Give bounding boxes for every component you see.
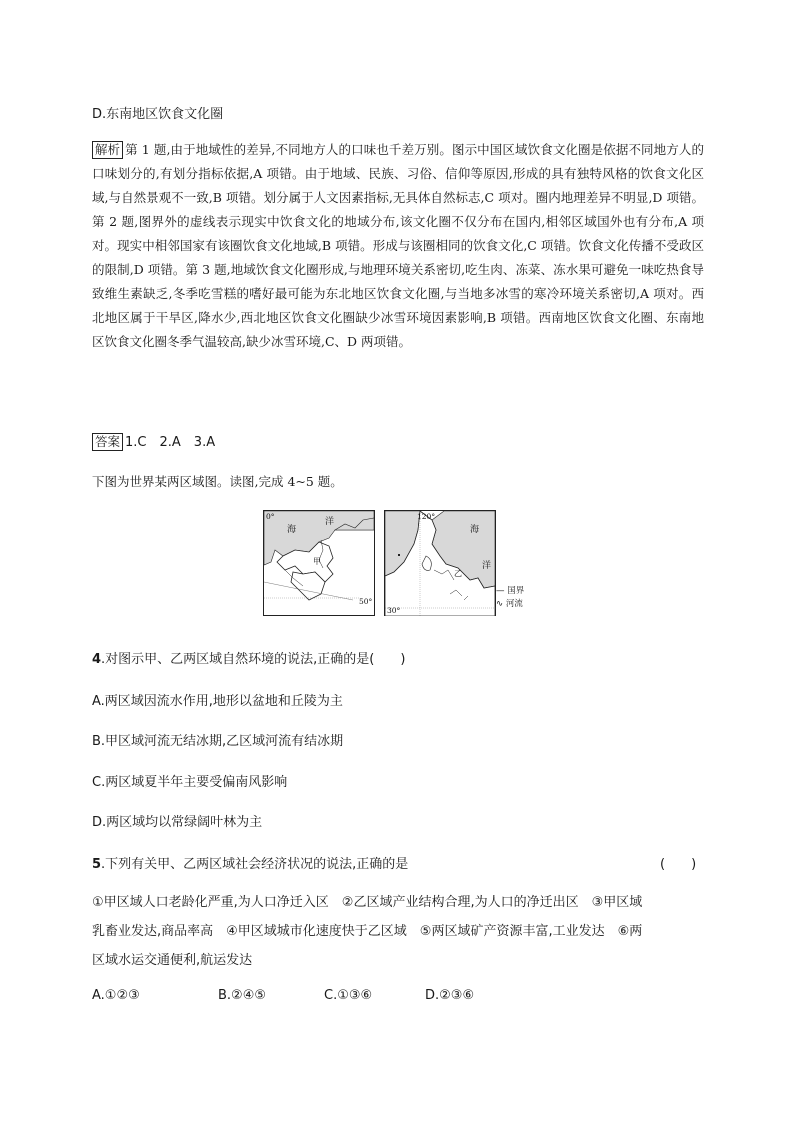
analysis-text: 第 1 题,由于地域性的差异,不同地方人的口味也千差万别。图示中国区域饮食文化圈是依据不同地方人的口味划分的,有划分指标依据,A 项错。由于地域、民族、习俗、信仰等原因,形成的具有独特风格的饮食文化区域,与自然景观不一致,B 项错。划分属于人文因素指标,无具体自然标志,C 项对。圈内地理差异不明显,D 项错。第 2 题,图界外的虚线表示现实中饮食文化的地域分布,该文化圈不仅分布在国内,相邻区域国外也有分布,A 项对。现实中相邻国家有该圈饮食文化地域,B 项错。形成与该圈相同的饮食文化,C 项错。饮食文化传播不受政区的限制,D 项错。第 3 题,地域饮食文化圈形成,与地理环境关系密切,吃生肉、冻菜、冻水果可避免一味吃热食导致维生素缺乏,冬季吃雪糕的嗜好最可能为东北地区饮食文化圈,与当地多冰雪的寒冷环境关系密切,A 项对。西北地区属于干旱区,降水少,西北地区饮食文化圈缺少冰雪环境因素影响,B 项错。西南地区饮食文化圈、东南地区饮食文化圈冬季气温较高,缺少冰雪环境,C、D 两项错。 xyxy=(92,142,704,349)
q4-option-c[interactable]: C.两区域夏半年主要受偏南风影响 xyxy=(92,775,288,790)
map-left-sea2: 洋 xyxy=(325,517,335,527)
legend-river: ∿ 河流 xyxy=(496,599,523,609)
map-right-lon: 120° xyxy=(417,512,436,521)
map-left xyxy=(263,510,375,616)
map-left-figure xyxy=(263,510,375,616)
intro-text: 下图为世界某两区域图。读图,完成 4~5 题。 xyxy=(92,474,343,489)
answer-tag: 答案 xyxy=(92,433,123,451)
q4-option-d[interactable]: D.两区域均以常绿阔叶林为主 xyxy=(92,815,263,830)
option-d-previous: D.东南地区饮食文化圈 xyxy=(92,107,224,122)
legend-river-line: ∿ xyxy=(496,599,506,609)
q5-option-b[interactable]: B.②④⑤ xyxy=(218,988,267,1003)
q5-statement-line-2: 乳畜业发达,商品率高 ④甲区域城市化速度快于乙区域 ⑤两区域矿产资源丰富,工业发达 ⑥两 xyxy=(92,924,643,939)
map-right-sea2: 洋 xyxy=(482,561,492,571)
answer-block xyxy=(92,431,215,451)
analysis-block xyxy=(92,138,704,354)
q5-stem: 5.下列有关甲、乙两区域社会经济状况的说法,正确的是 xyxy=(92,857,409,872)
answer-text: 1.C 2.A 3.A xyxy=(125,435,216,450)
map-right-figure xyxy=(384,510,496,616)
q4-stem: 4.对图示甲、乙两区域自然环境的说法,正确的是( ) xyxy=(92,652,406,667)
legend-border-line: — xyxy=(496,586,508,596)
analysis-tag: 解析 xyxy=(92,141,123,159)
map-right-lat: 30° xyxy=(387,606,401,615)
q5-option-a[interactable]: A.①②③ xyxy=(92,988,140,1003)
map-right xyxy=(384,510,496,616)
map-left-lon: 0° xyxy=(266,512,275,521)
legend-border: — 国界 xyxy=(496,586,525,596)
map-left-sea1: 海 xyxy=(287,525,297,535)
q5-paren: ( ) xyxy=(660,857,697,872)
q4-option-b[interactable]: B.甲区域河流无结冰期,乙区域河流有结冰期 xyxy=(92,734,344,749)
q5-statement-line-1: ①甲区域人口老龄化严重,为人口净迁入区 ②乙区域产业结构合理,为人口的净迁出区 ③甲区域 xyxy=(92,895,643,910)
q5-statement-line-3: 区域水运交通便利,航运发达 xyxy=(92,953,253,968)
q5-option-c[interactable]: C.①③⑥ xyxy=(324,988,373,1003)
map-right-label: 乙 xyxy=(454,569,462,578)
map-legend xyxy=(496,584,524,609)
map-left-label: 甲 xyxy=(313,557,321,566)
q4-option-a[interactable]: A.两区域因流水作用,地形以盆地和丘陵为主 xyxy=(92,694,343,709)
map-right-sea1: 海 xyxy=(470,525,480,535)
map-left-lat: 50° xyxy=(359,597,373,606)
q5-option-d[interactable]: D.②③⑥ xyxy=(425,988,475,1003)
